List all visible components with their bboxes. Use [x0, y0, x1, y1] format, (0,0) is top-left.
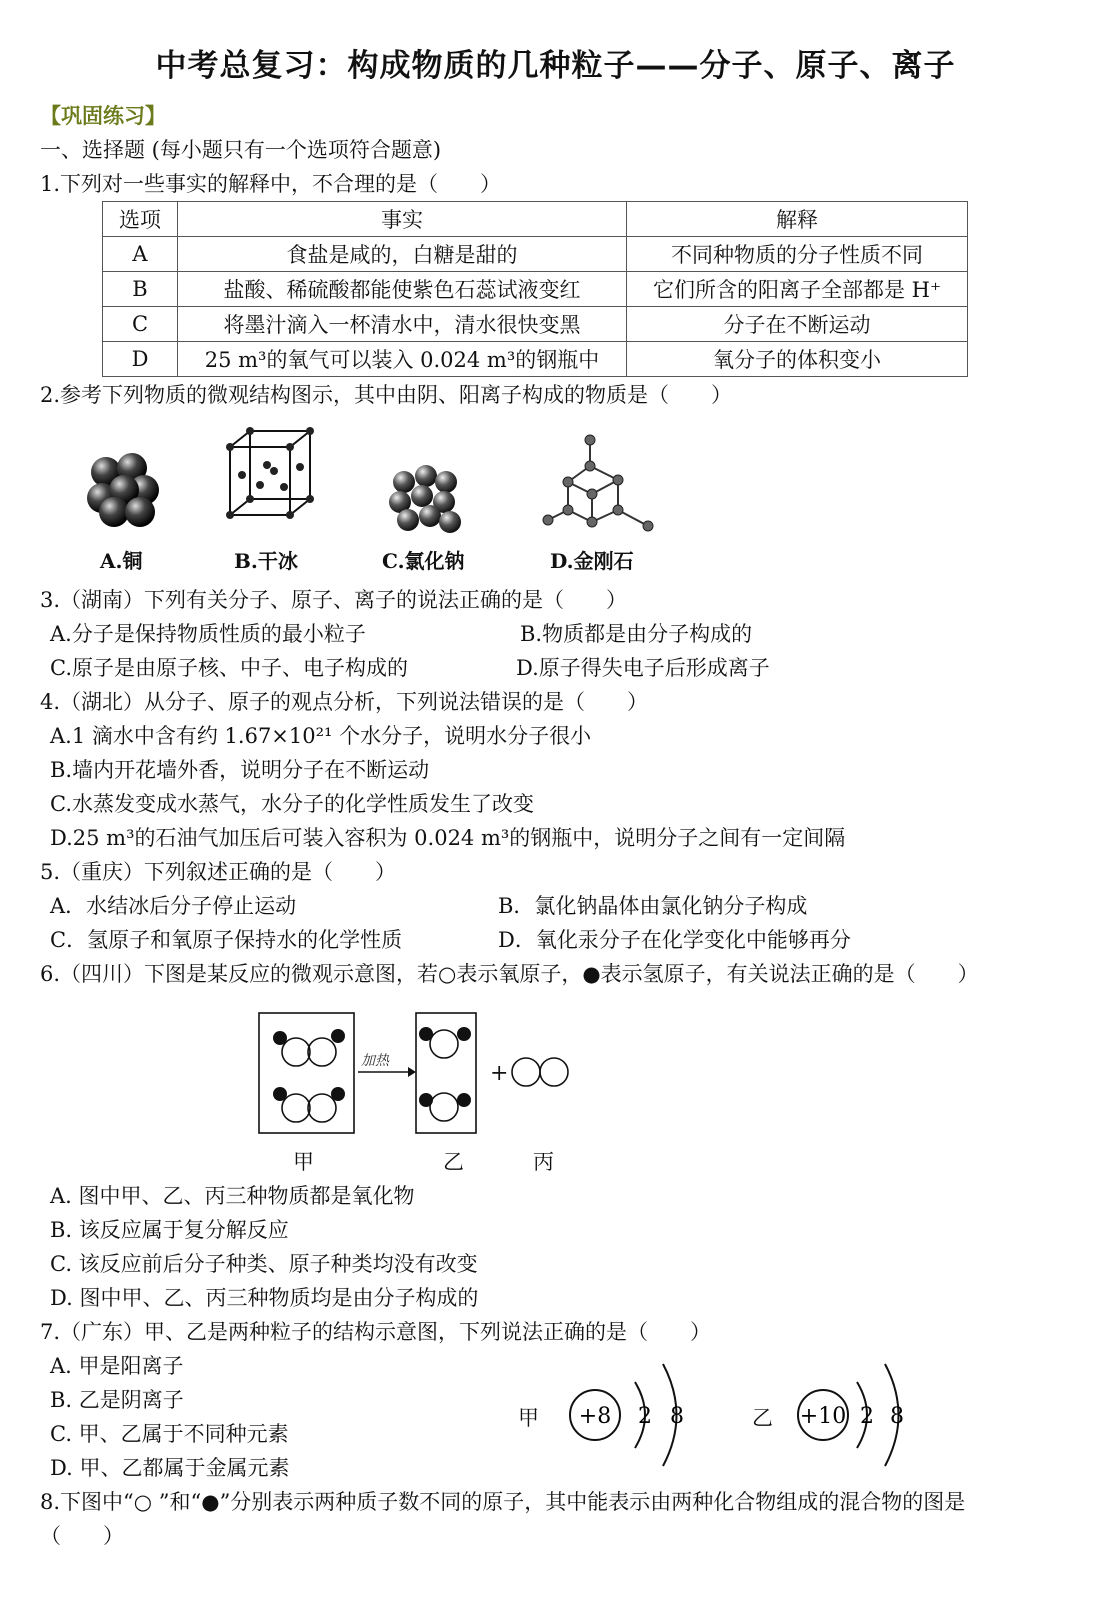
- reactant-label-jia: 甲: [293, 1150, 314, 1174]
- table-cell: 25 m³的氧气可以装入 0.024 m³的钢瓶中: [178, 342, 627, 377]
- fig-label-diamond: D.金刚石: [550, 549, 634, 573]
- q6-option-b: B. 该反应属于复分解反应: [50, 1218, 289, 1242]
- table-row: [103, 272, 968, 307]
- q5-option-d: D．氧化汞分子在化学变化中能够再分: [498, 928, 851, 952]
- table-cell: A: [103, 237, 178, 272]
- table-cell: B: [103, 272, 178, 307]
- table-row: [103, 307, 968, 342]
- q2-stem: 2.参考下列物质的微观结构图示，其中由阴、阳离子构成的物质是（ ）: [40, 383, 733, 407]
- q3-option-a: A.分子是保持物质性质的最小粒子: [50, 622, 366, 646]
- table-cell: 盐酸、稀硫酸都能使紫色石蕊试液变红: [178, 272, 627, 307]
- q3-option-c: C.原子是由原子核、中子、电子构成的: [50, 656, 408, 680]
- table-header: 选项: [103, 202, 178, 237]
- q7-option-d: D. 甲、乙都属于金属元素: [50, 1456, 290, 1480]
- table-cell: 它们所含的阳离子全部都是 H⁺: [627, 272, 968, 307]
- q7-stem: 7.（广东）甲、乙是两种粒子的结构示意图，下列说法正确的是（ ）: [40, 1320, 712, 1344]
- particle-label-yi: 乙: [752, 1406, 773, 1430]
- arrow-label: 加热: [361, 1053, 389, 1069]
- nucleus-charge: +10: [799, 1404, 847, 1429]
- table-cell: C: [103, 307, 178, 342]
- table-cell: 不同种物质的分子性质不同: [627, 237, 968, 272]
- q6-stem: 6.（四川）下图是某反应的微观示意图，若○表示氧原子，●表示氢原子，有关说法正确的是（ ）: [40, 962, 979, 986]
- copper-structure-image: [84, 450, 164, 530]
- q4-option-a: A.1 滴水中含有约 1.67×10²¹ 个水分子，说明水分子很小: [50, 724, 592, 748]
- q3-option-b: B.物质都是由分子构成的: [520, 622, 753, 646]
- q3-option-d: D.原子得失电子后形成离子: [516, 656, 770, 680]
- dry-ice-structure-image: [222, 425, 317, 525]
- q3-stem: 3.（湖南）下列有关分子、原子、离子的说法正确的是（ ）: [40, 588, 628, 612]
- q5-option-b: B．氯化钠晶体由氯化钠分子构成: [498, 894, 808, 918]
- fig-label-dry-ice: B.干冰: [234, 549, 298, 573]
- q8-stem-cont: （ ）: [40, 1524, 124, 1548]
- table-cell: 将墨汁滴入一杯清水中，清水很快变黑: [178, 307, 627, 342]
- nucleus-charge: +8: [578, 1404, 612, 1429]
- particle-diagram-jia: [565, 1360, 695, 1470]
- table-cell: 氧分子的体积变小: [627, 342, 968, 377]
- part-heading: 一、选择题 (每小题只有一个选项符合题意): [40, 138, 442, 162]
- q6-option-c: C. 该反应前后分子种类、原子种类均没有改变: [50, 1252, 478, 1276]
- q6-option-d: D. 图中甲、乙、丙三种物质均是由分子构成的: [50, 1286, 479, 1310]
- q7-option-a: A. 甲是阳离子: [50, 1354, 184, 1378]
- reaction-diagram: [258, 1012, 588, 1138]
- diamond-structure-image: [540, 430, 655, 540]
- q4-option-d: D.25 m³的石油气加压后可装入容积为 0.024 m³的钢瓶中，说明分子之间有一定间隔: [50, 826, 846, 850]
- table-cell: 食盐是咸的，白糖是甜的: [178, 237, 627, 272]
- plus-sign: +: [490, 1061, 509, 1086]
- q4-option-c: C.水蒸发变成水蒸气，水分子的化学性质发生了改变: [50, 792, 534, 816]
- shell-electrons-1: 2: [860, 1404, 874, 1429]
- shell-electrons-1: 2: [638, 1404, 652, 1429]
- q5-stem: 5.（重庆）下列叙述正确的是（ ）: [40, 860, 397, 884]
- q7-option-b: B. 乙是阴离子: [50, 1388, 184, 1412]
- table-cell: 分子在不断运动: [627, 307, 968, 342]
- table-header: 解释: [627, 202, 968, 237]
- shell-electrons-2: 8: [890, 1404, 904, 1429]
- table-row: [103, 237, 968, 272]
- q1-stem: 1.下列对一些事实的解释中，不合理的是（ ）: [40, 172, 502, 196]
- q6-option-a: A. 图中甲、乙、丙三种物质都是氧化物: [50, 1184, 415, 1208]
- section-tag: 【巩固练习】: [40, 104, 166, 128]
- fig-label-copper: A.铜: [100, 549, 143, 573]
- sodium-chloride-structure-image: [386, 462, 468, 542]
- table-cell: D: [103, 342, 178, 377]
- product-label-yi: 乙: [443, 1150, 464, 1174]
- table-header-row: [103, 202, 968, 237]
- particle-diagram-yi: [793, 1360, 923, 1470]
- product-label-bing: 丙: [533, 1150, 554, 1174]
- page-title: 中考总复习：构成物质的几种粒子——分子、原子、离子: [155, 48, 956, 84]
- table-row: [103, 342, 968, 377]
- q4-option-b: B.墙内开花墙外香，说明分子在不断运动: [50, 758, 430, 782]
- q4-stem: 4.（湖北）从分子、原子的观点分析，下列说法错误的是（ ）: [40, 690, 649, 714]
- particle-label-jia: 甲: [518, 1406, 539, 1430]
- q5-option-c: C．氢原子和氧原子保持水的化学性质: [50, 928, 403, 952]
- shell-electrons-2: 8: [670, 1404, 684, 1429]
- fig-label-sodium-chloride: C.氯化钠: [382, 549, 465, 573]
- table-header: 事实: [178, 202, 627, 237]
- q1-table: [102, 201, 968, 377]
- q5-option-a: A．水结冰后分子停止运动: [50, 894, 297, 918]
- q8-stem: 8.下图中“○ ”和“●”分别表示两种质子数不同的原子，其中能表示由两种化合物组成的混合物的图是: [40, 1490, 966, 1514]
- q7-option-c: C. 甲、乙属于不同种元素: [50, 1422, 289, 1446]
